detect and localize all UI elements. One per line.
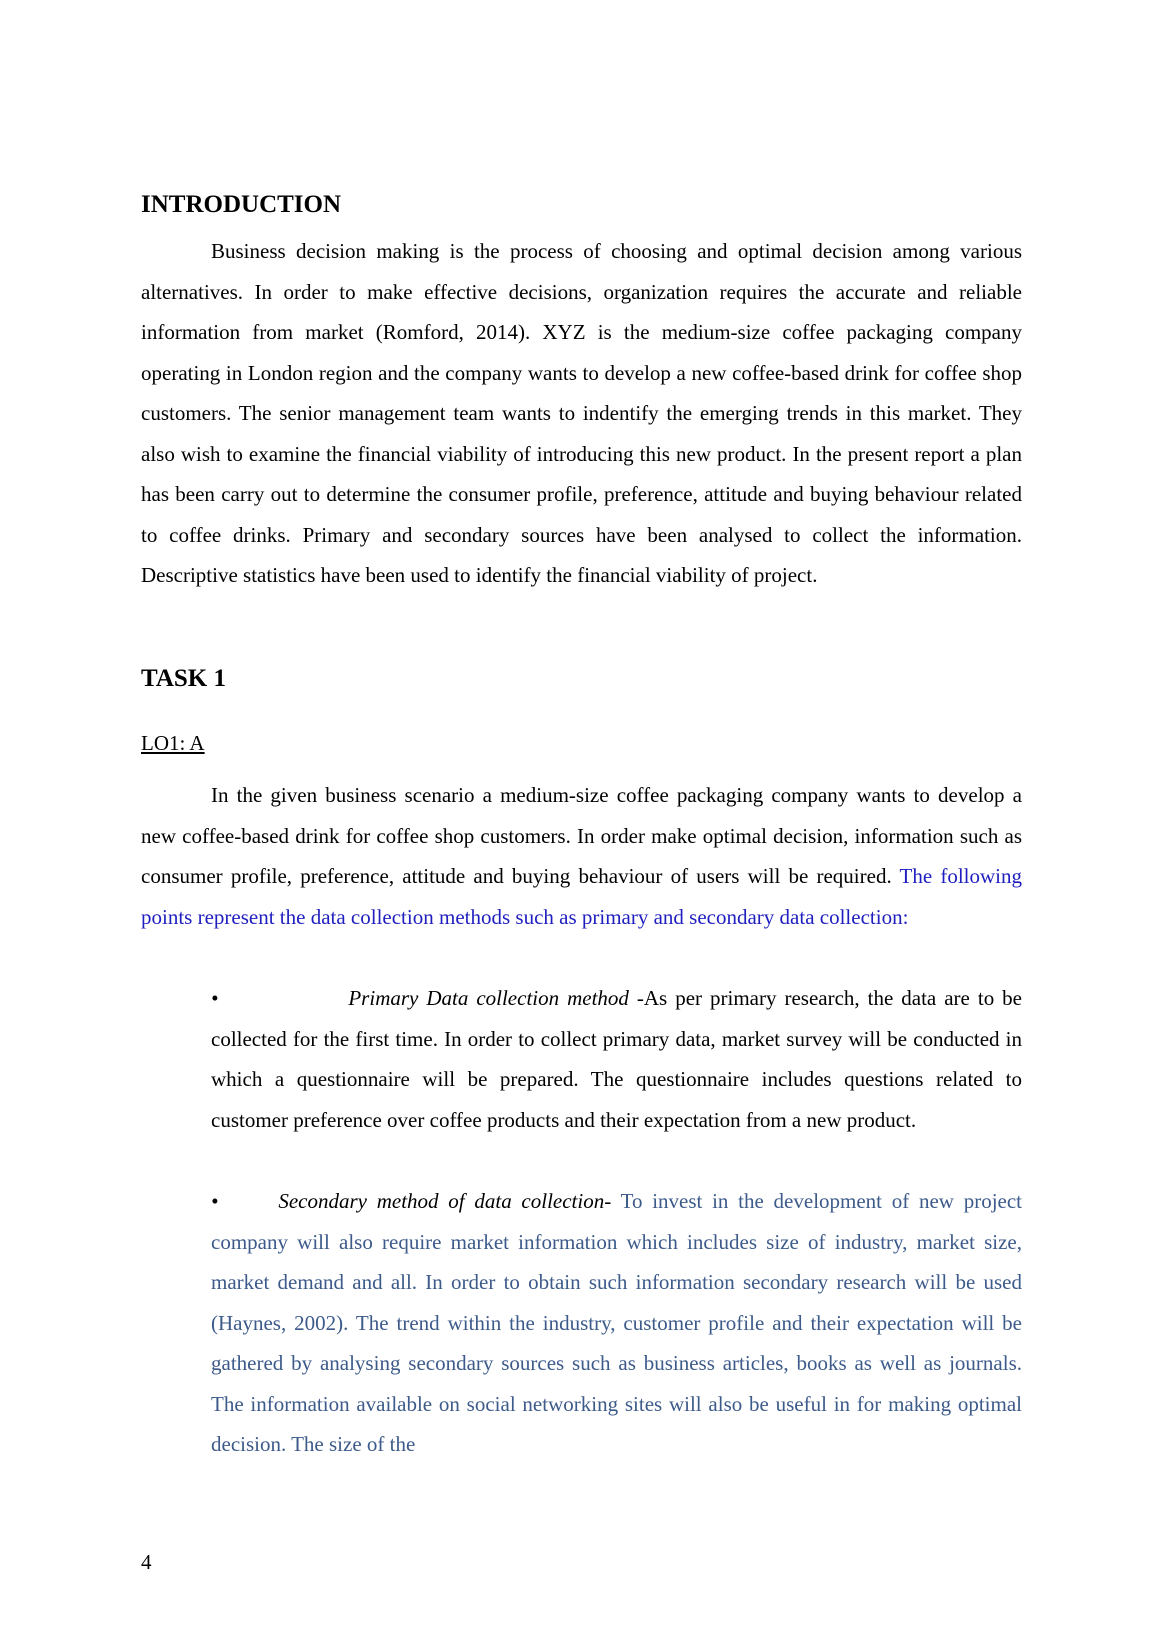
bullet-primary-title: Primary Data collection method bbox=[348, 986, 629, 1010]
bullet-primary bbox=[211, 978, 1022, 1140]
task1-paragraph-highlight: The following points represent the data collection methods such as primary and secondary data collection: bbox=[141, 864, 1023, 929]
lo1-subheading: LO1: A bbox=[141, 731, 205, 755]
bullet-marker: • bbox=[211, 1189, 219, 1213]
page-number: 4 bbox=[141, 1550, 152, 1574]
introduction-paragraph: Business decision making is the process of choosing and optimal decision among various alternatives. In order to make effective decisions, organization requires the accurate and reliable information from market (Romford, 2014). XYZ is the medium-size coffee packaging company operating in London region and the company wants to develop a new coffee-based drink for coffee shop customers. The senior management team wants to indentify the emerging trends in this market. They also wish to examine the financial viability of introducing this new product. In the present report a plan has been carry out to determine the consumer profile, preference, attitude and buying behaviour related to coffee drinks. Primary and secondary sources have been analysed to collect the information. Descriptive statistics have been used to identify the financial viability of project. bbox=[141, 239, 1022, 587]
bullet-secondary-text: To invest in the development of new project company will also require market information which includes size of industry, market size, market demand and all. In order to obtain such information secondary research will be used (Haynes, 2002). The trend within the industry, customer profile and their expectation will be gathered by analysing secondary sources such as business articles, books as well as journals. The information available on social networking sites will also be useful in for making optimal decision. The size of the bbox=[211, 1189, 1023, 1456]
task1-paragraph-text: In the given business scenario a medium-size coffee packaging company wants to develop a new coffee-based drink for coffee shop customers. In order make optimal decision, information such as consumer profile, preference, attitude and buying behaviour of users will be required. bbox=[141, 783, 1022, 888]
bullet-marker: • bbox=[211, 986, 219, 1010]
bullet-secondary-title: Secondary method of data collection- bbox=[278, 1189, 612, 1213]
task1-paragraph bbox=[141, 775, 1022, 937]
task1-heading: TASK 1 bbox=[141, 665, 226, 692]
introduction-heading: INTRODUCTION bbox=[141, 191, 342, 218]
bullet-secondary bbox=[211, 1181, 1022, 1465]
bullet-primary-text: -As per primary research, the data are to be collected for the first time. In order to collect primary data, market survey will be conducted in which a questionnaire will be prepared. The questionnaire includes questions related to customer preference over coffee products and their expectation from a new product. bbox=[211, 986, 1022, 1132]
